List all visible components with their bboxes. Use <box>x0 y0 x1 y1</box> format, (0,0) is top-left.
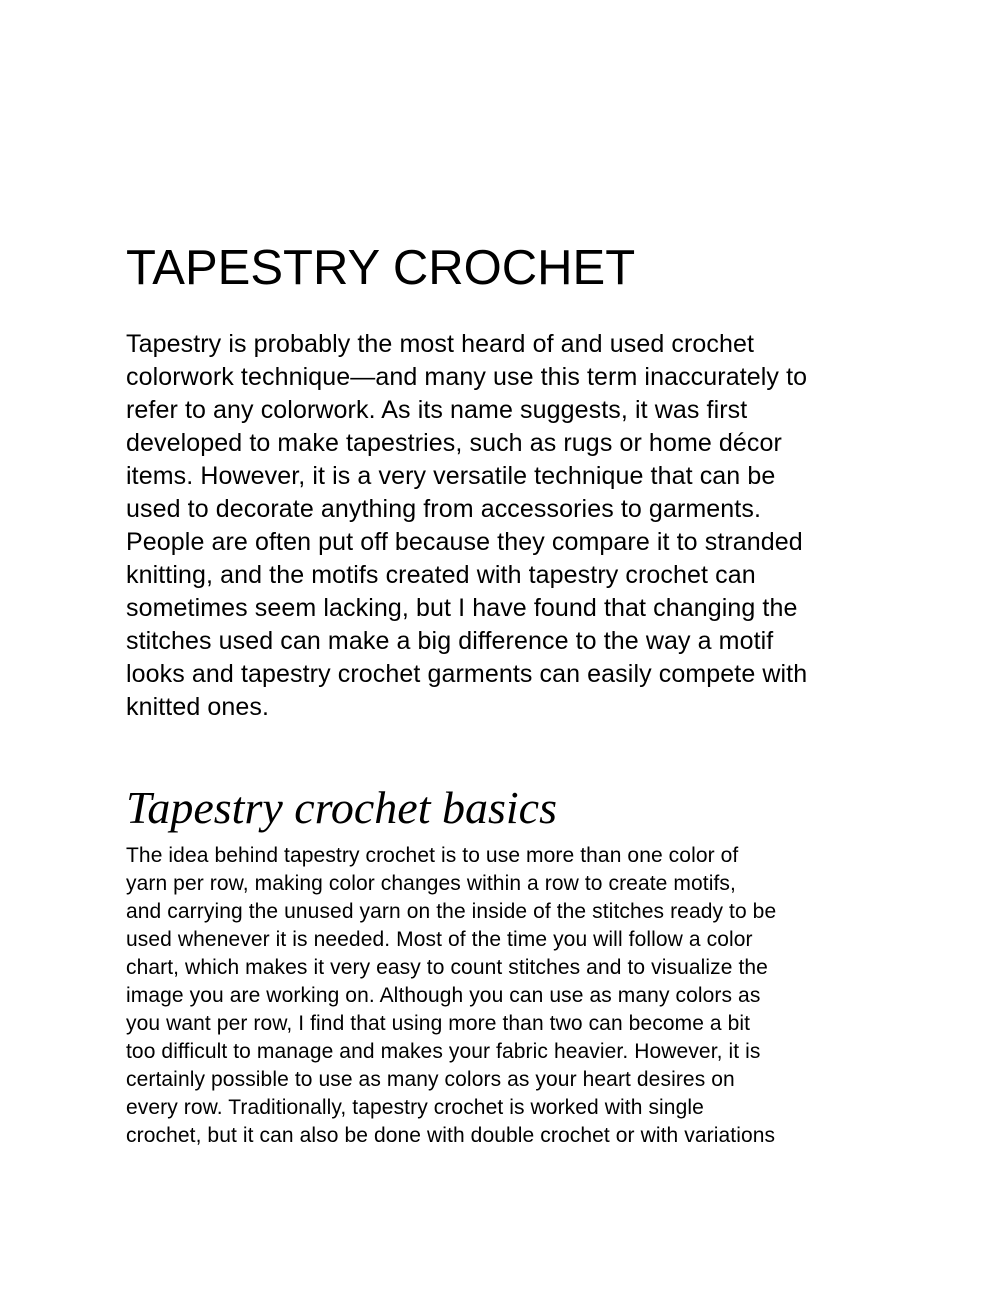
section-paragraph <box>126 842 886 1150</box>
body-line: every row. Traditionally, tapestry crochet is worked with single <box>126 1096 704 1119</box>
body-line: used whenever it is needed. Most of the time you will follow a color <box>126 928 753 951</box>
section-heading: Tapestry crochet basics <box>126 782 558 833</box>
intro-line: knitting, and the motifs created with tapestry crochet can <box>126 561 756 589</box>
body-line: certainly possible to use as many colors as your heart desires on <box>126 1068 735 1091</box>
intro-paragraph <box>126 328 886 724</box>
page-content <box>126 238 886 1150</box>
intro-line: knitted ones. <box>126 693 270 721</box>
body-line: chart, which makes it very easy to count stitches and to visualize the <box>126 956 768 979</box>
intro-line: refer to any colorwork. As its name suggests, it was first <box>126 396 748 424</box>
intro-line: items. However, it is a very versatile technique that can be <box>126 462 776 490</box>
body-line: image you are working on. Although you can use as many colors as <box>126 984 761 1007</box>
body-line: you want per row, I find that using more than two can become a bit <box>126 1012 751 1035</box>
body-line: too difficult to manage and makes your fabric heavier. However, it is <box>126 1040 761 1063</box>
intro-line: developed to make tapestries, such as rugs or home décor <box>126 429 782 457</box>
body-line: The idea behind tapestry crochet is to use more than one color of <box>126 844 739 867</box>
intro-line: used to decorate anything from accessories to garments. <box>126 495 761 523</box>
intro-line: People are often put off because they compare it to stranded <box>126 528 803 556</box>
intro-line: looks and tapestry crochet garments can easily compete with <box>126 660 808 688</box>
intro-line: stitches used can make a big difference to the way a motif <box>126 627 774 655</box>
intro-line: Tapestry is probably the most heard of and used crochet <box>126 330 755 358</box>
body-line: yarn per row, making color changes within a row to create motifs, <box>126 872 736 895</box>
chapter-title: TAPESTRY CROCHET <box>126 241 636 295</box>
body-line: crochet, but it can also be done with double crochet or with variations <box>126 1124 776 1147</box>
intro-line: sometimes seem lacking, but I have found that changing the <box>126 594 798 622</box>
body-line: and carrying the unused yarn on the inside of the stitches ready to be <box>126 900 777 923</box>
intro-line: colorwork technique—and many use this term inaccurately to <box>126 363 808 391</box>
